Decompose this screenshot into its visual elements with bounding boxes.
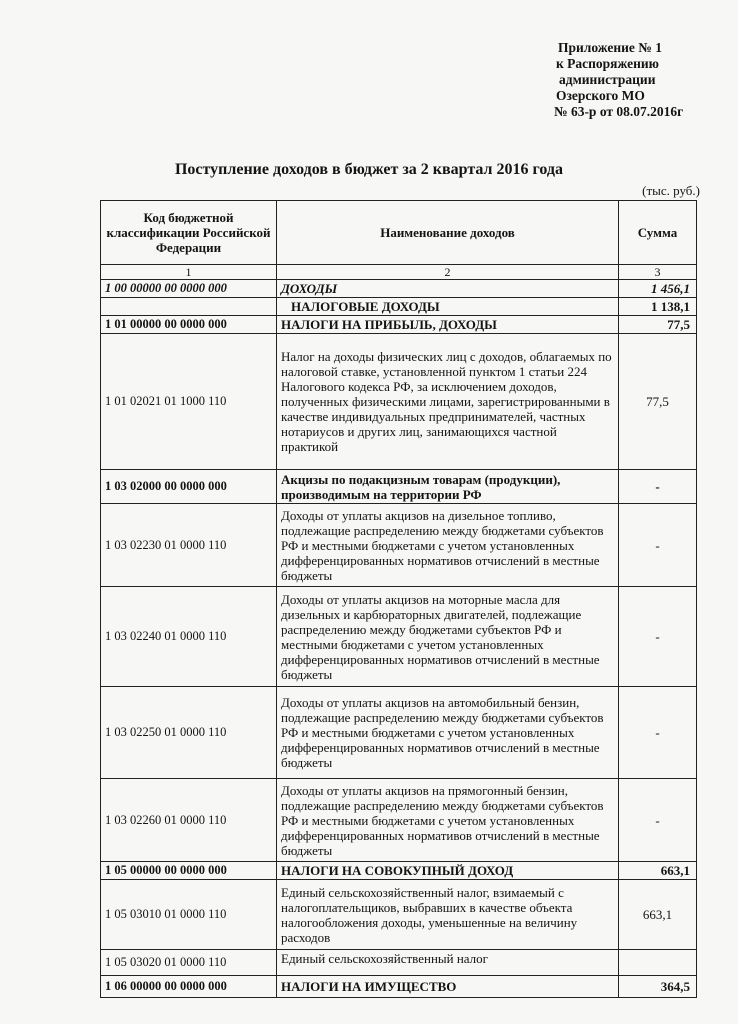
table-row <box>101 950 697 976</box>
table-row <box>101 504 697 587</box>
table-row <box>101 298 697 316</box>
row-sum: 1 138,1 <box>619 298 697 316</box>
row-code: 1 03 02000 00 0000 000 <box>101 470 277 504</box>
row-name: ДОХОДЫ <box>277 280 619 298</box>
appendix-line: Озерского МО <box>556 88 645 103</box>
row-name: НАЛОГИ НА СОВОКУПНЫЙ ДОХОД <box>277 862 619 880</box>
row-code: 1 01 02021 01 1000 110 <box>101 334 277 470</box>
table-row <box>101 862 697 880</box>
row-code: 1 05 03010 01 0000 110 <box>101 880 277 950</box>
row-sum: 663,1 <box>619 880 697 950</box>
table-row <box>101 316 697 334</box>
row-code: 1 01 00000 00 0000 000 <box>101 316 277 334</box>
appendix-line: Приложение № 1 <box>558 40 662 55</box>
table-row <box>101 470 697 504</box>
row-name: Доходы от уплаты акцизов на моторные масла для дизельных и карбюраторных двигателей, подлежащие распределению между бюджетами субъектов РФ и местными бюджетами с учетом установленных дифференцированных нормативов отчислений в местные бюджеты <box>277 587 619 687</box>
table-row <box>101 587 697 687</box>
appendix-line: администрации <box>559 72 656 87</box>
row-code: 1 03 02260 01 0000 110 <box>101 779 277 862</box>
row-sum: - <box>619 779 697 862</box>
row-sum: - <box>619 687 697 779</box>
row-sum: 77,5 <box>619 334 697 470</box>
table-header-row <box>101 201 697 265</box>
table-row <box>101 280 697 298</box>
row-sum: - <box>619 470 697 504</box>
header-name: Наименование доходов <box>277 201 619 265</box>
table-row <box>101 880 697 950</box>
row-name: Доходы от уплаты акцизов на прямогонный бензин, подлежащие распределению между бюджетами субъектов РФ и местными бюджетами с учетом установленных дифференцированных нормативов отчислений в местные бюджеты <box>277 779 619 862</box>
row-code: 1 06 00000 00 0000 000 <box>101 976 277 998</box>
table-row <box>101 334 697 470</box>
row-code: 1 03 02250 01 0000 110 <box>101 687 277 779</box>
units-label: (тыс. руб.) <box>642 183 700 198</box>
col-number: 2 <box>277 265 619 280</box>
row-name: Доходы от уплаты акцизов на дизельное топливо, подлежащие распределению между бюджетами субъектов РФ и местными бюджетами с учетом установленных дифференцированных нормативов отчислений в местные бюджеты <box>277 504 619 587</box>
row-code: 1 05 03020 01 0000 110 <box>101 950 277 976</box>
col-number: 3 <box>619 265 697 280</box>
row-sum: - <box>619 587 697 687</box>
row-sum: 364,5 <box>619 976 697 998</box>
row-name: Акцизы по подакцизным товарам (продукции), производимым на территории РФ <box>277 470 619 504</box>
column-number-row <box>101 265 697 280</box>
row-code: 1 00 00000 00 0000 000 <box>101 280 277 298</box>
row-code <box>101 298 277 316</box>
row-name: НАЛОГОВЫЕ ДОХОДЫ <box>277 298 619 316</box>
table-row <box>101 779 697 862</box>
document-title: Поступление доходов в бюджет за 2 квартал 2016 года <box>174 161 564 178</box>
row-sum: - <box>619 504 697 587</box>
row-sum: 663,1 <box>619 862 697 880</box>
row-sum: 1 456,1 <box>619 280 697 298</box>
table-row <box>101 976 697 998</box>
header-code: Код бюджетной классификации Российской Федерации <box>101 201 277 265</box>
income-table <box>100 200 697 998</box>
appendix-line: к Распоряжению <box>556 56 659 71</box>
row-sum <box>619 950 697 976</box>
row-code: 1 03 02230 01 0000 110 <box>101 504 277 587</box>
appendix-line: № 63-р от 08.07.2016г <box>554 104 684 119</box>
appendix-block <box>554 40 683 120</box>
table-row <box>101 687 697 779</box>
row-sum: 77,5 <box>619 316 697 334</box>
row-name: НАЛОГИ НА ПРИБЫЛЬ, ДОХОДЫ <box>277 316 619 334</box>
row-code: 1 03 02240 01 0000 110 <box>101 587 277 687</box>
row-name: Доходы от уплаты акцизов на автомобильный бензин, подлежащие распределению между бюджетами субъектов РФ и местными бюджетами с учетом установленных дифференцированных нормативов отчислений в местные бюджеты <box>277 687 619 779</box>
row-name: Единый сельскохозяйственный налог <box>277 950 619 976</box>
row-code: 1 05 00000 00 0000 000 <box>101 862 277 880</box>
row-name: НАЛОГИ НА ИМУЩЕСТВО <box>277 976 619 998</box>
row-name: Единый сельскохозяйственный налог, взимаемый с налогоплательщиков, выбравших в качестве объекта налогообложения доходы, уменьшенные на величину расходов <box>277 880 619 950</box>
col-number: 1 <box>101 265 277 280</box>
header-sum: Сумма <box>619 201 697 265</box>
row-name: Налог на доходы физических лиц с доходов, облагаемых по налоговой ставке, установленной пунктом 1 статьи 224 Налогового кодекса РФ, за исключением доходов, полученных физическими лицами, зарегистрированными в качестве индивидуальных предпринимателей, частных нотариусов и других лиц, занимающихся частной практикой <box>277 334 619 470</box>
